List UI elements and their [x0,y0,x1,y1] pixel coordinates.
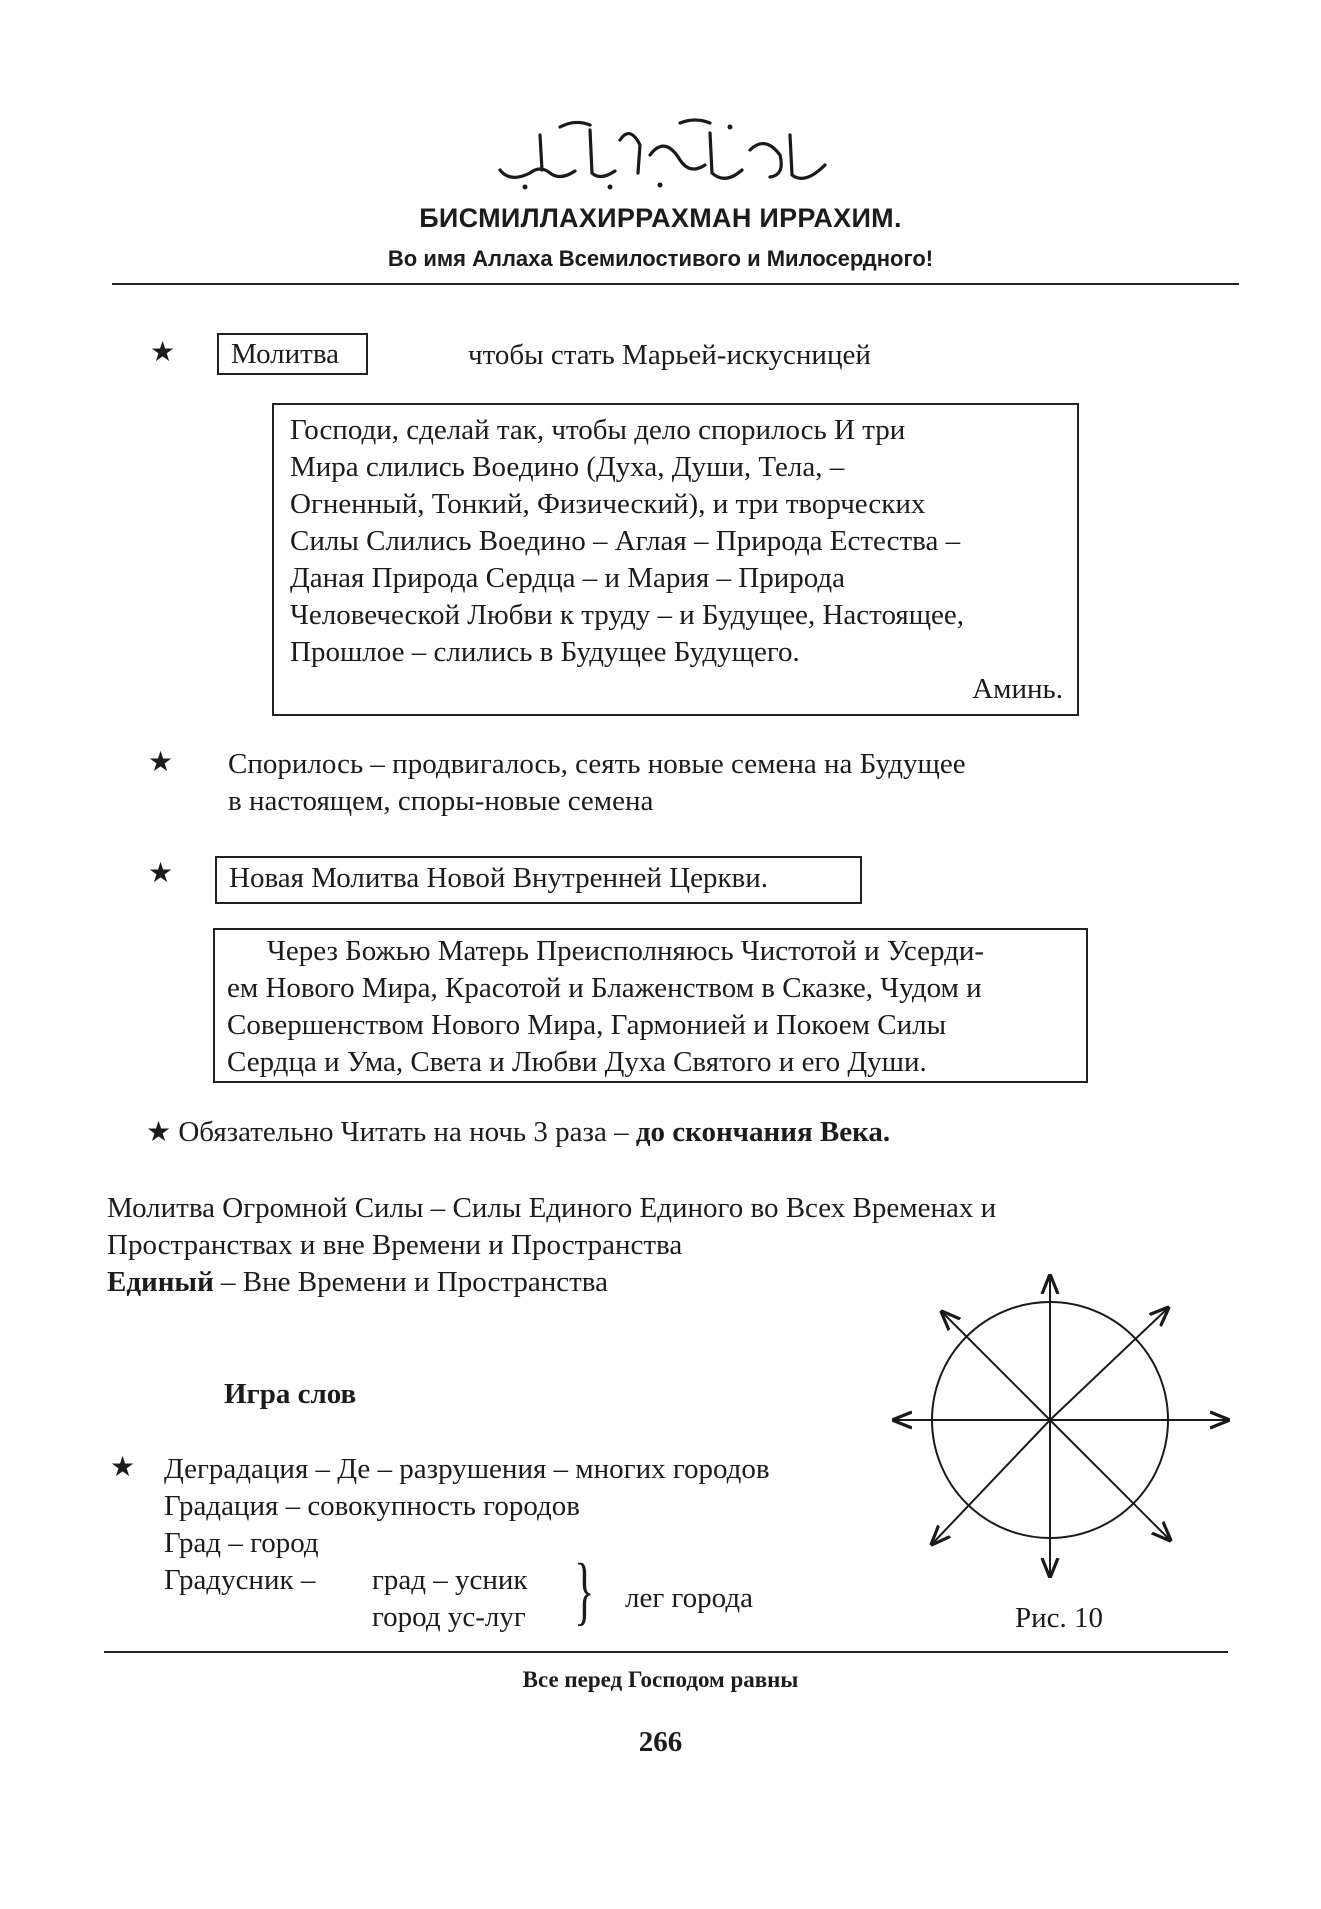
wordplay-line: Деградация – Де – разрушения – многих городов [164,1453,770,1485]
wordplay-heading: Игра слов [224,1378,357,1410]
star-icon: ★ [150,337,176,368]
figure-caption: Рис. 10 [1015,1602,1104,1634]
footer-motto: Все перед Господом равны [522,1667,799,1692]
prayer-line: Через Божью Матерь Преисполняюсь Чистотой и Усерди- [267,935,985,967]
wordplay-line: лег города [625,1582,753,1614]
prayer-line: Мира слились Воедино (Духа, Души, Тела, – [290,451,845,483]
bold-term: Единый [107,1266,214,1298]
paragraph-line: Спорилось – продвигалось, сеять новые семена на Будущее [228,748,966,780]
figure-circle-arrows [870,1260,1230,1580]
arabic-basmala-calligraphy [480,115,840,195]
prayer-line: Силы Слились Воедино – Аглая – Природа Естества – [290,525,961,557]
new-prayer-label-box [215,856,862,904]
page-number: 266 [638,1726,683,1758]
prayer-box-2 [213,928,1088,1083]
instruction-bold: до скончания Века. [635,1116,891,1148]
paragraph-line: Пространствах и вне Времени и Пространства [107,1229,683,1261]
prayer-line: Сердца и Ума, Света и Любви Духа Святого и его Души. [227,1046,927,1078]
prayer-box-1 [272,403,1079,716]
footer-rule [104,1651,1228,1653]
header-subtitle: Во имя Аллаха Всемилостивого и Милосердного! [387,246,934,271]
prayer-line: Огненный, Тонкий, Физический), и три творческих [290,488,926,520]
star-icon: ★ [148,747,174,778]
header-rule [112,283,1239,285]
new-prayer-label: Новая Молитва Новой Внутренней Церкви. [229,862,769,894]
star-icon: ★ [110,1452,136,1483]
paragraph-line: в настоящем, споры-новые семена [228,785,654,817]
prayer-line: ем Нового Мира, Красотой и Блаженством в Сказке, Чудом и [227,972,982,1004]
prayer-label: Молитва [231,338,340,370]
prayer-caption: чтобы стать Марьей-искусницей [468,339,871,371]
prayer-line: Прошлое – слились в Будущее Будущего. [290,636,800,668]
prayer-line: Совершенством Нового Мира, Гармонией и Покоем Силы [227,1009,947,1041]
star-icon: ★ [148,858,174,889]
instruction-text: Обязательно Читать на ночь 3 раза – [178,1116,629,1148]
star-icon: ★ [146,1117,172,1148]
prayer-amen: Аминь. [972,673,1063,705]
wordplay-line: Градация – совокупность городов [164,1490,580,1522]
paragraph-line: Единый – Вне Времени и Пространства [107,1266,608,1298]
prayer-line: Даная Природа Сердца – и Мария – Природа [290,562,846,594]
prayer-line: Человеческой Любви к труду – и Будущее, Настоящее, [290,599,965,631]
prayer-label-box [217,333,368,375]
instruction-line [146,1114,890,1151]
wordplay-line: Градусник – [164,1564,316,1596]
wordplay-line: Град – город [164,1527,319,1559]
prayer-line: Господи, сделай так, чтобы дело спорилось И три [290,414,906,446]
curly-brace: } [574,1549,595,1633]
header-title: БИСМИЛЛАХИРРАХМАН ИРРАХИМ. [419,203,902,233]
paragraph-line: Молитва Огромной Силы – Силы Единого Единого во Всех Временах и [107,1192,997,1224]
wordplay-line: град – усник [372,1564,528,1596]
wordplay-line: город ус-луг [372,1601,526,1633]
